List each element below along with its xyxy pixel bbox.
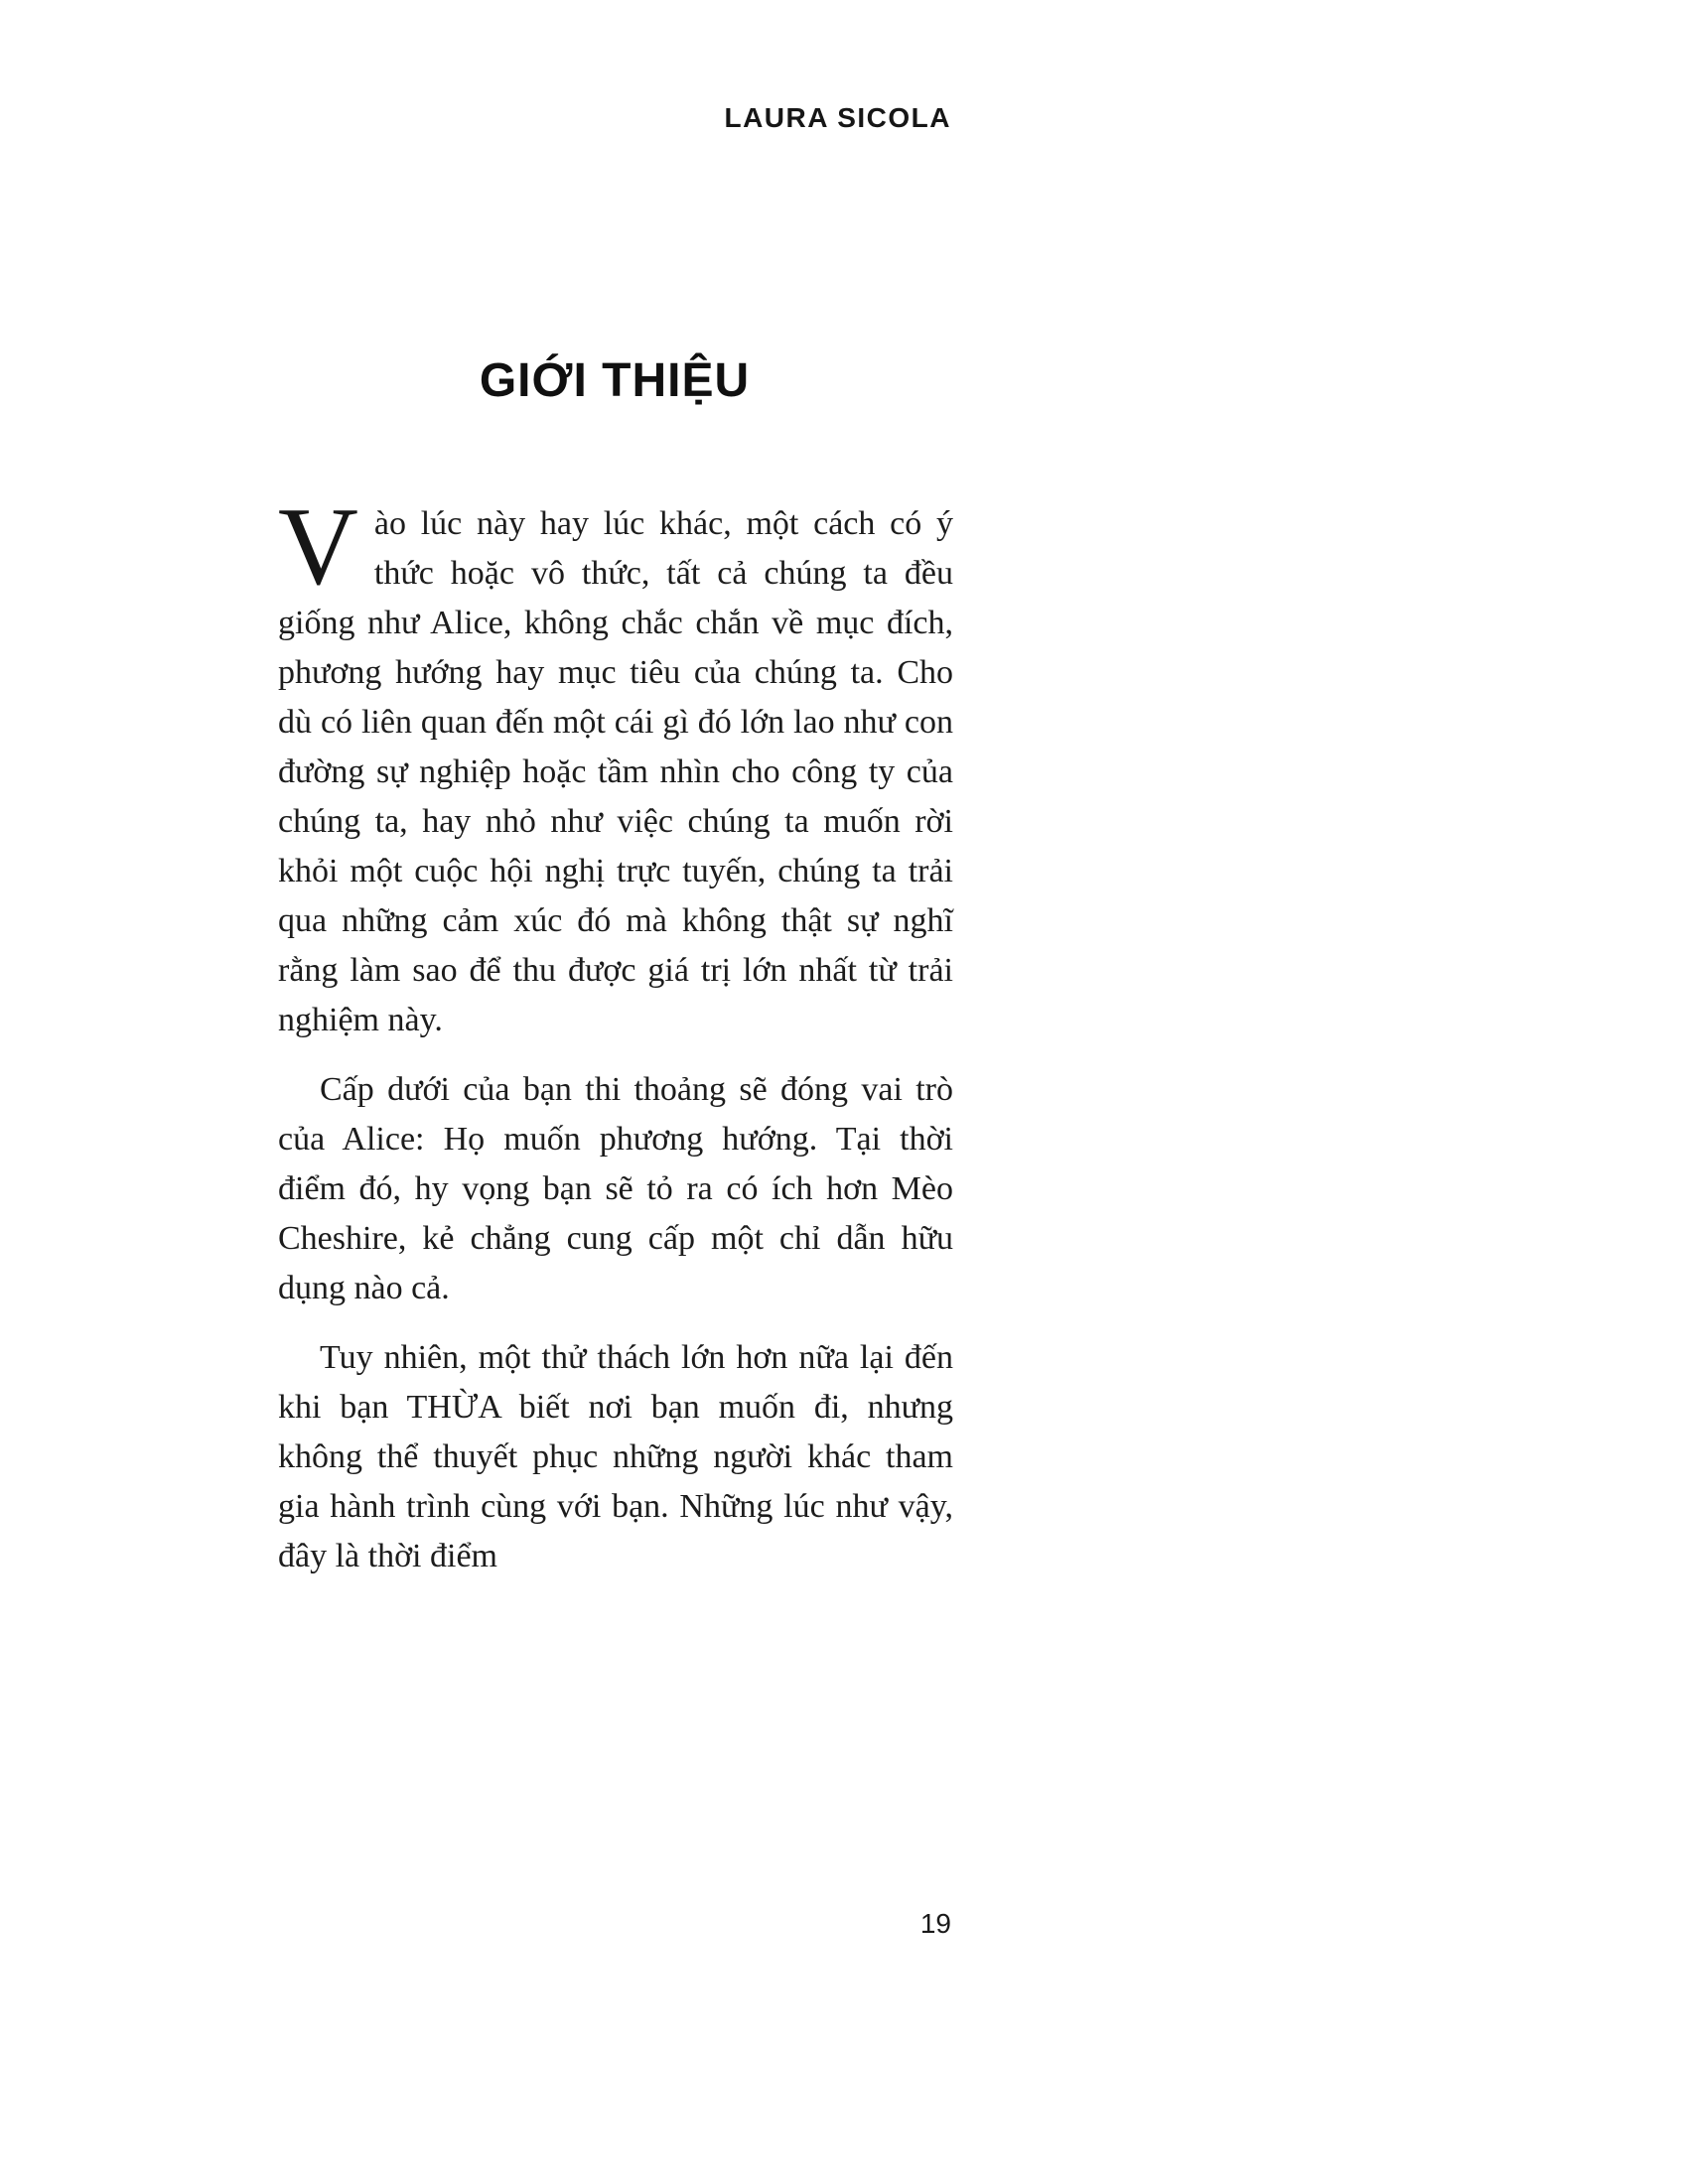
running-header-author: LAURA SICOLA [724,102,951,133]
drop-cap: V [278,485,358,609]
body-text [278,485,953,1581]
paragraph: Tuy nhiên, một thử thách lớn hơn nữa lại đến khi bạn THỪA biết nơi bạn muốn đi, nhưng không thể thuyết phục những người khác tham gia hành trình cùng với bạn. Những lúc như vậy, đây là thời điểm [278,1339,953,1574]
chapter-title: GIỚI THIỆU [479,354,751,407]
paragraph [278,485,953,1045]
page-number: 19 [919,1908,951,1939]
paragraph: Cấp dưới của bạn thi thoảng sẽ đóng vai trò của Alice: Họ muốn phương hướng. Tại thời điểm đó, hy vọng bạn sẽ tỏ ra có ích hơn Mèo Cheshire, kẻ chẳng cung cấp một chỉ dẫn hữu dụng nào cả. [278,1071,953,1306]
paragraph-text: ào lúc này hay lúc khác, một cách có ý thức hoặc vô thức, tất cả chúng ta đều giống như Alice, không chắc chắn về mục đích, phương hướng hay mục tiêu của chúng ta. Cho dù có liên quan đến một cái gì đó lớn lao như con đường sự nghiệp hoặc tầm nhìn cho công ty của chúng ta, hay nhỏ như việc chúng ta muốn rời khỏi một cuộc hội nghị trực tuyến, chúng ta trải qua những cảm xúc đó mà không thật sự nghĩ rằng làm sao để thu được giá trị lớn nhất từ trải nghiệm này. [278,505,953,1038]
